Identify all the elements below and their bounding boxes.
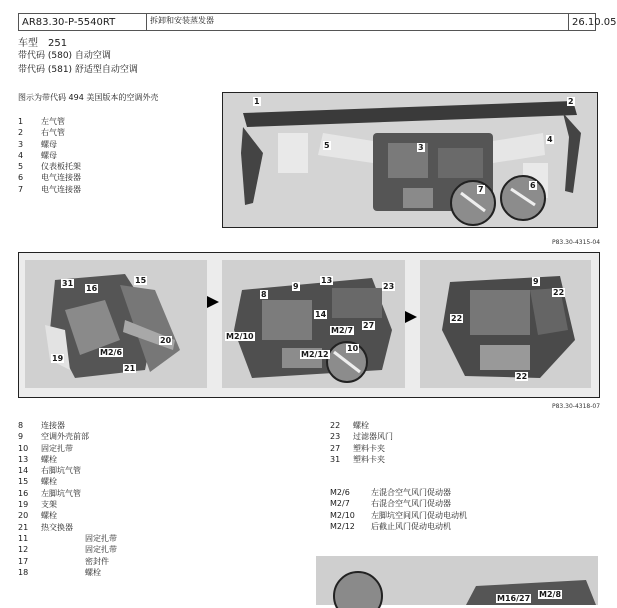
legend-number: 23 — [330, 432, 341, 442]
figure1-image — [222, 92, 598, 228]
legend-number: 31 — [330, 454, 341, 464]
legend-item — [18, 150, 208, 161]
legend-number: 22 — [330, 421, 341, 430]
legend-item — [330, 454, 570, 465]
figure2-label: 19 — [52, 354, 64, 363]
legend-number: 17 — [18, 556, 29, 566]
figure1-label: 7 — [478, 185, 484, 194]
legend-item — [18, 556, 268, 567]
figure2-label: 9 — [533, 277, 539, 286]
legend-number: 3 — [18, 139, 24, 149]
legend-item — [18, 499, 268, 510]
legend-text: 螺栓 — [85, 567, 101, 577]
legend-number: 12 — [18, 545, 29, 555]
legend-item — [18, 567, 268, 578]
legend-number: 5 — [18, 162, 24, 172]
figure2-label: M2/10 — [226, 332, 254, 341]
legend-item — [18, 522, 268, 533]
legend-item — [18, 454, 268, 465]
legend-text: 仪表板托架 — [41, 162, 81, 172]
figure2-label: 21 — [124, 364, 136, 373]
legend-text: 密封件 — [85, 556, 109, 566]
legend-text: 左气管 — [41, 117, 65, 126]
figure2-panel-b — [222, 260, 405, 388]
figure2-label: 13 — [321, 276, 333, 285]
legend-text: 固定扎带 — [41, 443, 73, 453]
legend-number: 16 — [18, 488, 29, 498]
legend-number: 21 — [18, 522, 29, 532]
legend-number: 20 — [18, 511, 29, 521]
legend-text: 螺母 — [41, 139, 57, 149]
legend-item — [18, 476, 268, 487]
legend-number: 1 — [18, 117, 24, 126]
legend-item — [18, 420, 268, 431]
figure2-label: M2/12 — [301, 350, 329, 359]
legend-number: 6 — [18, 173, 24, 183]
legend-text: 空调外壳前部 — [41, 432, 89, 442]
legend-number: 13 — [18, 454, 29, 464]
legend-item — [18, 127, 208, 138]
legend-item — [18, 172, 208, 183]
legend-text: 塑料卡夹 — [353, 454, 385, 464]
legend-item — [18, 431, 268, 442]
legend-number: 18 — [18, 567, 29, 577]
legend-text: 右混合空气风门促动器 — [371, 499, 451, 509]
legend-number: 14 — [18, 466, 29, 476]
figure2-panel-a — [25, 260, 207, 388]
figure2-label: M2/6 — [100, 348, 123, 357]
legend-item — [18, 465, 268, 476]
legend-text: 左混合空气风门促动器 — [371, 488, 451, 497]
legend-item — [330, 443, 570, 454]
legend-text: 螺母 — [41, 150, 57, 160]
legend-number: 2 — [18, 128, 24, 138]
figure2-legend-right — [330, 420, 570, 465]
document-header — [18, 13, 617, 31]
legend-number: 11 — [18, 533, 29, 543]
legend-item — [18, 544, 268, 555]
legend-item — [330, 521, 590, 532]
figure2-label: 16 — [86, 284, 98, 293]
legend-text: 右脚坑气管 — [41, 466, 81, 476]
arrow-icon — [207, 296, 219, 308]
figure1-description: 图示为带代码 494 美国版本的空调外壳 — [18, 93, 159, 102]
legend-number: M2/10 — [330, 510, 355, 520]
document-date: 26.10.05 — [572, 17, 617, 28]
evaporator-housing-illustration — [222, 260, 405, 388]
figure2-label: 9 — [293, 282, 299, 291]
figure2-label: 20 — [160, 336, 172, 345]
legend-item — [330, 487, 590, 498]
figure3-label: M2/8 — [539, 590, 562, 599]
figure2-label: 10 — [347, 344, 359, 353]
legend-text: 螺栓 — [41, 454, 57, 464]
figure2-label: M2/7 — [331, 326, 354, 335]
legend-text: 螺栓 — [41, 511, 57, 521]
legend-item — [18, 510, 268, 521]
legend-text: 固定扎带 — [85, 545, 117, 555]
arrow-icon — [405, 311, 417, 323]
housing-front-illustration — [420, 260, 591, 388]
figure2-label: 14 — [315, 310, 327, 319]
legend-text: 螺栓 — [41, 477, 57, 487]
legend-item — [330, 420, 570, 431]
legend-text: 左脚坑气管 — [41, 488, 81, 498]
legend-text: 热交换器 — [41, 522, 73, 532]
legend-number: 7 — [18, 184, 24, 194]
figure2-label: 27 — [363, 321, 375, 330]
vehicle-code-581: 带代码 (581) 舒适型自动空调 — [18, 65, 138, 75]
figure2-panel-c — [420, 260, 591, 388]
legend-text: 塑料卡夹 — [353, 443, 385, 453]
figure1-label: 5 — [324, 141, 330, 150]
legend-text: 连接器 — [41, 421, 65, 430]
figure3-label: M16/27 — [497, 594, 531, 603]
legend-number: 9 — [18, 432, 24, 442]
legend-text: 支架 — [41, 500, 57, 510]
figure1-label: 1 — [254, 97, 260, 106]
figure1-label: 6 — [530, 181, 536, 190]
legend-text: 右气管 — [41, 128, 65, 138]
legend-number: 8 — [18, 421, 24, 430]
vehicle-code-580: 带代码 (580) 自动空调 — [18, 51, 111, 61]
legend-text: 过滤器风门 — [353, 432, 393, 442]
legend-item — [330, 510, 590, 521]
figure2-label: 22 — [553, 288, 565, 297]
legend-number: 19 — [18, 500, 29, 510]
figure2-caption: P83.30-4318-07 — [552, 403, 601, 410]
figure1-label: 4 — [547, 135, 553, 144]
figure2-label: 15 — [135, 276, 147, 285]
figure2-label: 23 — [383, 282, 395, 291]
legend-number: 4 — [18, 150, 24, 160]
legend-item — [18, 116, 208, 127]
figure1-legend — [18, 116, 208, 195]
legend-item — [330, 498, 590, 509]
legend-item — [18, 533, 268, 544]
figure2-label: 22 — [451, 314, 463, 323]
legend-text: 左脚坑空间风门促动电动机 — [371, 510, 467, 520]
figure2-label: 8 — [261, 290, 267, 299]
heat-exchanger-illustration — [25, 260, 207, 388]
legend-number: 27 — [330, 443, 341, 453]
figure3-image — [316, 556, 598, 605]
legend-number: M2/7 — [330, 499, 350, 509]
document-id: AR83.30-P-5540RT — [19, 14, 147, 30]
figure2-legend-codes — [330, 487, 590, 532]
legend-number: 15 — [18, 477, 29, 487]
figure2-label: 22 — [516, 372, 528, 381]
legend-number: 10 — [18, 443, 29, 453]
figure1-label: 2 — [568, 97, 574, 106]
legend-text: 螺栓 — [353, 421, 369, 430]
legend-item — [330, 431, 570, 442]
hvac-housing-illustration — [223, 93, 597, 227]
figure1-caption: P83.30-4315-04 — [552, 239, 601, 246]
legend-item — [18, 443, 268, 454]
legend-item — [18, 488, 268, 499]
figure2-legend-left — [18, 420, 268, 578]
legend-text: 固定扎带 — [85, 533, 117, 543]
legend-item — [18, 161, 208, 172]
legend-text: 后截止风门促动电动机 — [371, 521, 451, 531]
legend-item — [18, 184, 208, 195]
vehicle-model: 车型 251 — [18, 38, 68, 49]
figure1-label: 3 — [418, 143, 424, 152]
document-title: 拆卸和安装蒸发器 — [147, 14, 569, 30]
legend-item — [18, 139, 208, 150]
legend-number: M2/6 — [330, 488, 350, 497]
legend-text: 电气连接器 — [41, 184, 81, 194]
legend-text: 电气连接器 — [41, 173, 81, 183]
figure2-label: 31 — [62, 279, 74, 288]
legend-number: M2/12 — [330, 521, 355, 531]
